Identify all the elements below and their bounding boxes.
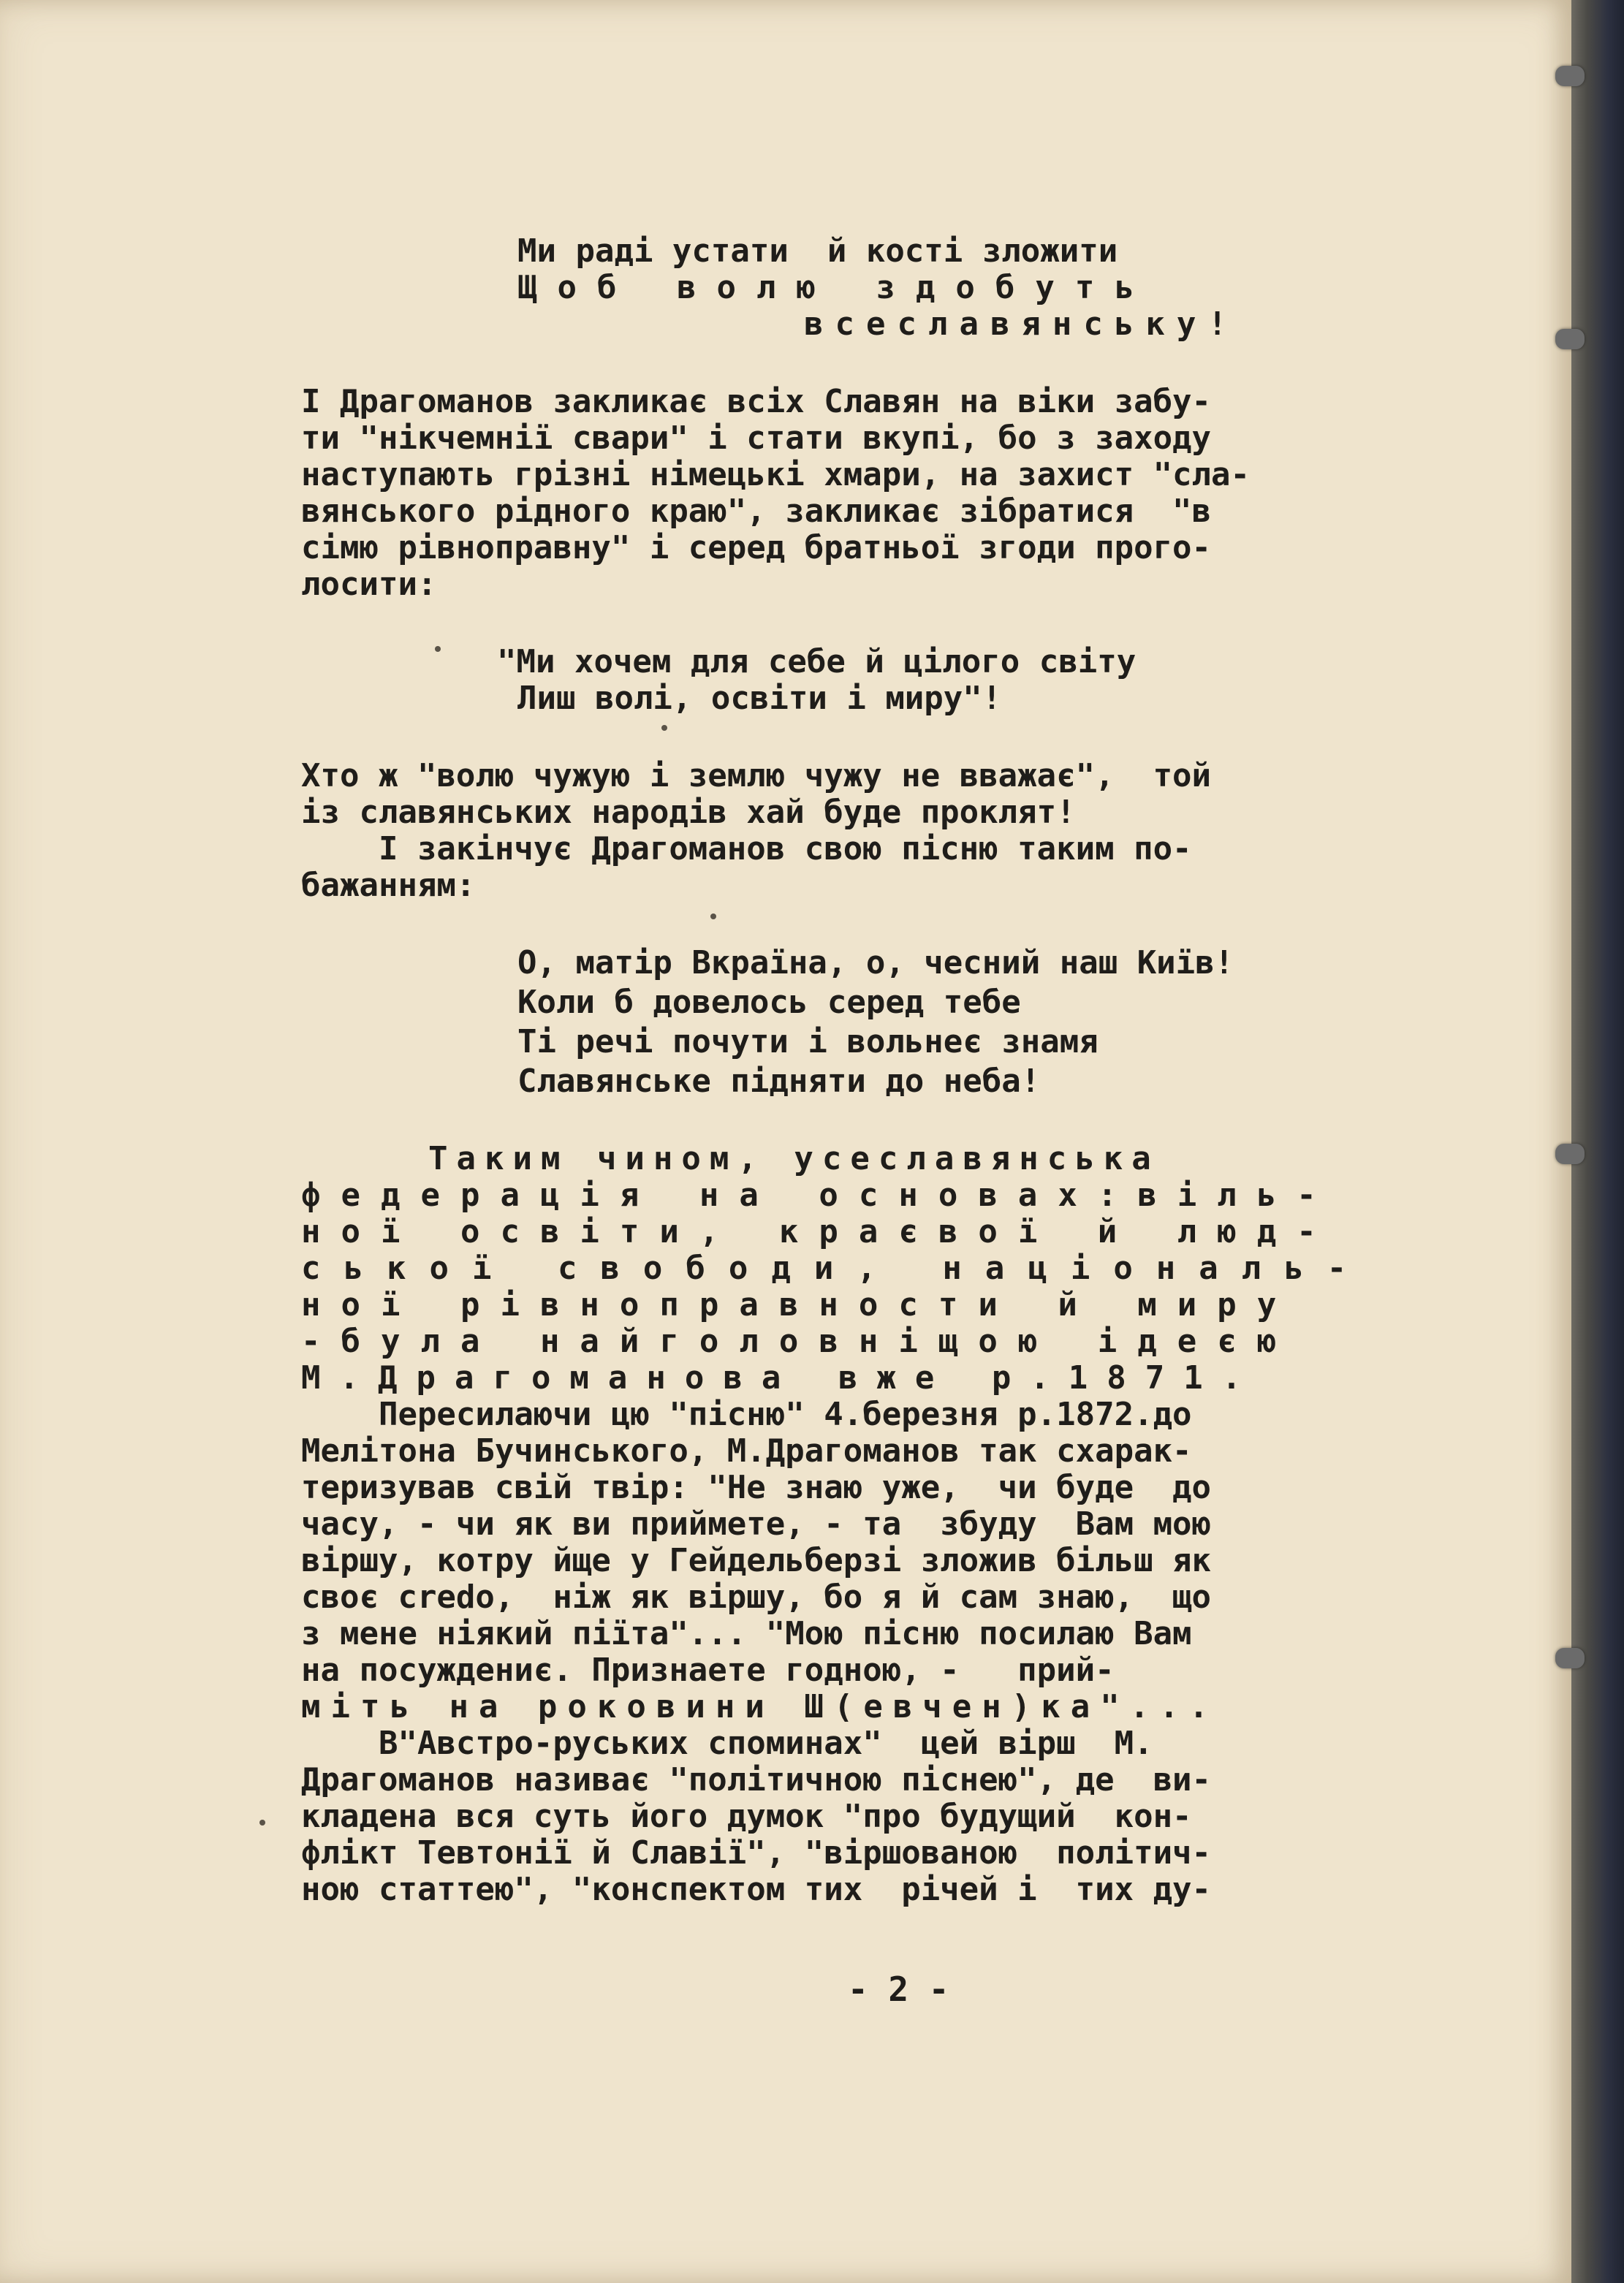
verse-3-line-1: О, матір Вкраїна, о, чесний наш Київ! bbox=[517, 944, 1234, 981]
verse-3-line-3: Ті речі почути і вольнеє знамя bbox=[517, 1023, 1099, 1060]
paragraph-line: ти "нікчемнії свари" і стати вкупі, бо з заходу bbox=[301, 419, 1212, 457]
paragraph-line: наступають грізні німецькі хмари, на захист "сла- bbox=[301, 456, 1251, 493]
binding-staple bbox=[1555, 66, 1585, 86]
paragraph-line: Мелітона Бучинського, М.Драгоманов так схарак- bbox=[301, 1432, 1192, 1470]
paragraph-line: лосити: bbox=[301, 566, 437, 603]
paragraph-line: І Драгоманов закликає всіх Славян на віки забу- bbox=[301, 383, 1212, 420]
paragraph-line: І закінчує Драгоманов свою пісню таким по- bbox=[301, 830, 1192, 867]
spaced-paragraph-line: ної освіти, краєвої й люд- bbox=[301, 1213, 1337, 1250]
verse-1-line-2: Щоб волю здобуть bbox=[517, 269, 1155, 306]
paragraph-line: кладена вся суть його думок "про будущий кон- bbox=[301, 1798, 1192, 1835]
paragraph-line: В"Австро-руських споминах" цей вірш М. bbox=[301, 1725, 1153, 1762]
spaced-paragraph-line: ної рівноправности й миру bbox=[301, 1286, 1297, 1323]
binding-staple bbox=[1555, 1648, 1585, 1668]
paper-speck bbox=[435, 646, 441, 652]
paragraph-line: флікт Тевтонії й Славії", "віршованою політич- bbox=[301, 1834, 1212, 1872]
spaced-paragraph-line: міть на роковини Ш(евчен)ка"... bbox=[301, 1688, 1219, 1725]
binding-staple bbox=[1555, 329, 1585, 349]
paragraph-line: ною статтею", "конспектом тих річей і тих ду- bbox=[301, 1871, 1212, 1908]
spaced-paragraph-line: ської свободи, національ- bbox=[301, 1250, 1370, 1287]
paper-speck bbox=[661, 725, 667, 731]
paper-speck bbox=[259, 1820, 265, 1826]
paper-speck bbox=[710, 913, 716, 919]
paragraph-line: сімю рівноправну" і серед братньої згоди прого- bbox=[301, 529, 1212, 566]
verse-1-line-3: всеславянську! bbox=[804, 305, 1239, 343]
spaced-paragraph-line: М.Драгоманова вже р.1871. bbox=[301, 1359, 1261, 1397]
spaced-paragraph-line: Таким чином, усеславянська bbox=[428, 1140, 1160, 1177]
paragraph-line: на посуждениє. Признаете годною, - прий- bbox=[301, 1652, 1115, 1689]
page-number: - 2 - bbox=[848, 1969, 949, 2009]
spaced-paragraph-line: федерація на основах:віль- bbox=[301, 1177, 1337, 1214]
binding-staple bbox=[1555, 1144, 1585, 1164]
paragraph-line: віршу, котру йще у Гейдельберзі зложив більш як bbox=[301, 1542, 1212, 1579]
paragraph-line: бажанням: bbox=[301, 867, 476, 904]
paragraph-line: часу, - чи як ви приймете, - та збуду Вам мою bbox=[301, 1505, 1212, 1543]
verse-3-line-4: Славянське підняти до неба! bbox=[517, 1063, 1041, 1100]
paragraph-line: Пересилаючи цю "пісню" 4.березня р.1872.до bbox=[301, 1396, 1192, 1433]
verse-3-line-2: Коли б довелось серед тебе bbox=[517, 984, 1021, 1021]
paragraph-line: вянського рідного краю", закликає зібратися "в bbox=[301, 493, 1212, 530]
paragraph-line: теризував свій твір: "Не знаю уже, чи буде до bbox=[301, 1469, 1212, 1506]
paragraph-line: з мене ніякий піїта"... "Мою пісню посилаю Вам bbox=[301, 1615, 1192, 1652]
paragraph-line: Хто ж "волю чужую і землю чужу не вважає", той bbox=[301, 757, 1212, 794]
paragraph-line: своє credo, ніж як віршу, бо я й сам знаю, що bbox=[301, 1579, 1212, 1616]
verse-2-line-1: "Ми хочем для себе й цілого світу bbox=[497, 643, 1137, 680]
verse-2-line-2: Лиш волі, освіти і миру"! bbox=[517, 680, 1002, 717]
verse-1-line-1: Ми раді устати й кості зложити bbox=[517, 232, 1118, 270]
paragraph-line: із славянських народів хай буде проклят! bbox=[301, 794, 1076, 831]
paragraph-line: Драгоманов називає "політичною піснею", де ви- bbox=[301, 1761, 1212, 1798]
spaced-paragraph-line: -була найголовніщою ідеєю bbox=[301, 1323, 1297, 1360]
